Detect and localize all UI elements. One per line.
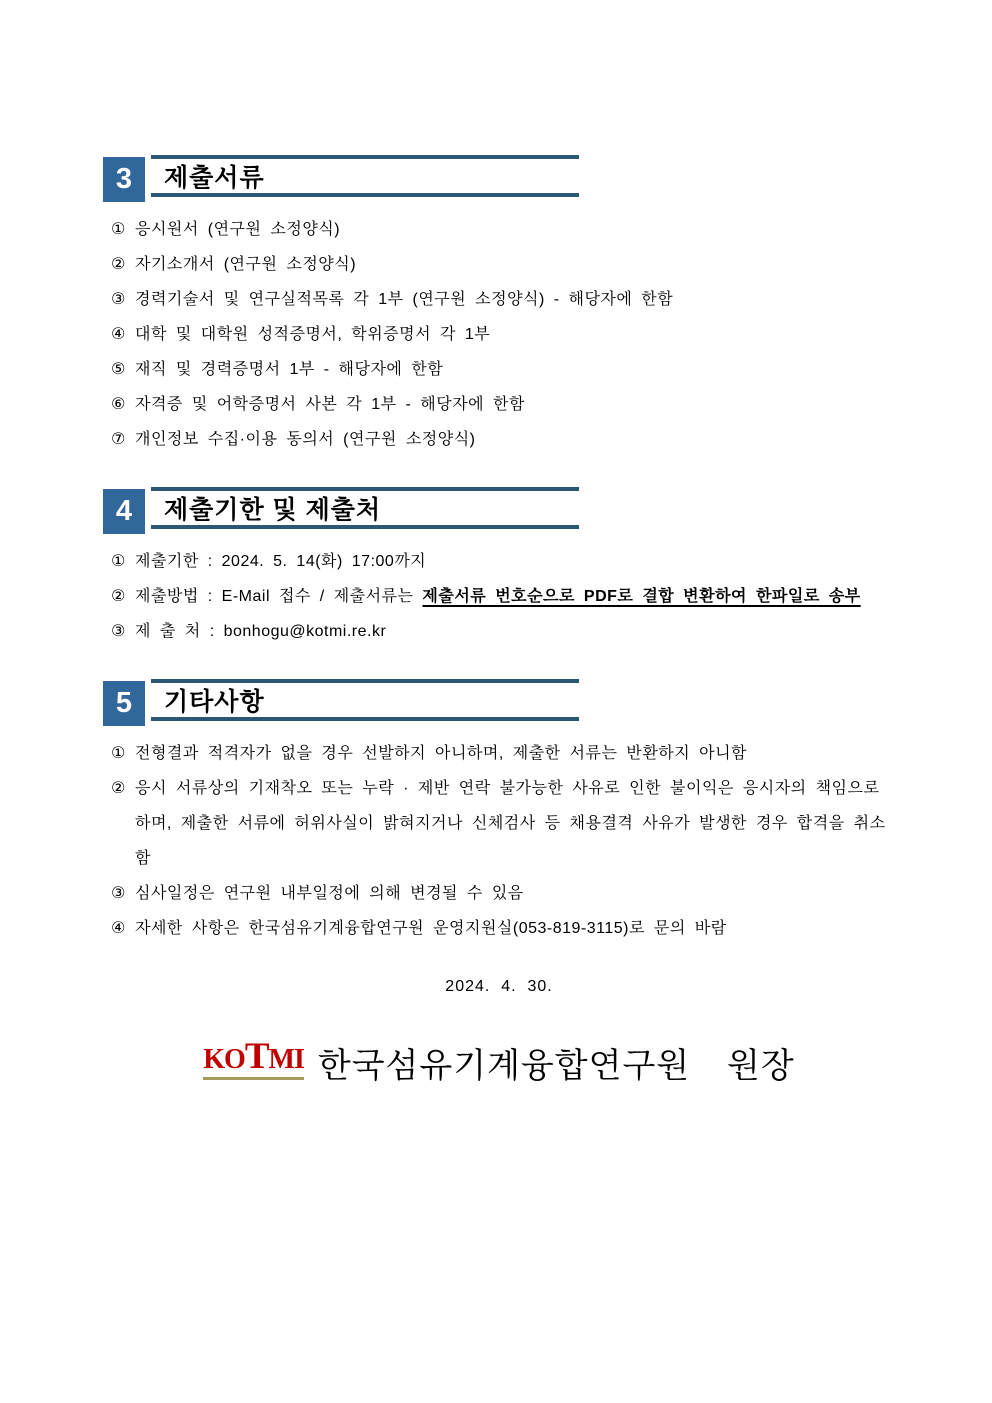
- item-marker: ⑥: [111, 396, 126, 413]
- list-item: [103, 282, 895, 317]
- item-text: 응시원서 (연구원 소정양식): [135, 221, 341, 238]
- item-marker: ③: [111, 623, 126, 640]
- kotmi-logo: KO T MI: [203, 1046, 304, 1080]
- section-5-items: [103, 736, 895, 946]
- list-item: [103, 579, 895, 614]
- list-item: [103, 736, 895, 771]
- section-title-rule: [151, 155, 579, 197]
- section-number-badge: 4: [103, 489, 145, 534]
- item-text-submission-email: 제 출 처 : bonhogu@kotmi.re.kr: [135, 623, 387, 640]
- list-item: [103, 614, 895, 649]
- item-marker: ②: [111, 256, 126, 273]
- item-text: 자기소개서 (연구원 소정양식): [135, 256, 357, 273]
- item-text: 전형결과 적격자가 없을 경우 선발하지 아니하며, 제출한 서류는 반환하지 아니함: [135, 745, 748, 762]
- section-title-rule: [151, 679, 579, 721]
- list-item: [103, 352, 895, 387]
- item-marker: ①: [111, 553, 126, 570]
- section-deadline-destination: [103, 487, 895, 649]
- section-submission-documents: [103, 155, 895, 457]
- item-marker: ③: [111, 885, 126, 902]
- list-item: [103, 387, 895, 422]
- section-3-items: [103, 212, 895, 457]
- item-text: 재직 및 경력증명서 1부 - 해당자에 한함: [135, 361, 444, 378]
- item-marker: ③: [111, 291, 126, 308]
- item-text: 자격증 및 어학증명서 사본 각 1부 - 해당자에 한함: [135, 396, 525, 413]
- item-text: 경력기술서 및 연구실적목록 각 1부 (연구원 소정양식) - 해당자에 한함: [135, 291, 674, 308]
- item-marker: ②: [111, 780, 126, 797]
- item-text-emphasized: 제출서류 번호순으로 PDF로 결합 변환하여 한파일로 송부: [422, 588, 861, 605]
- list-item: [103, 212, 895, 247]
- item-text: 대학 및 대학원 성적증명서, 학위증명서 각 1부: [135, 326, 491, 343]
- item-marker: ⑦: [111, 431, 126, 448]
- item-marker: ②: [111, 588, 126, 605]
- list-item: [103, 317, 895, 352]
- list-item: [103, 876, 895, 911]
- section-4-items: [103, 544, 895, 649]
- section-title-rule: [151, 487, 579, 529]
- section-title: 기타사항: [164, 688, 265, 716]
- kotmi-logo-left: KO: [203, 1043, 245, 1075]
- document-date: 2024. 4. 30.: [445, 978, 553, 995]
- list-item: [103, 911, 895, 946]
- list-item: [103, 247, 895, 282]
- item-marker: ④: [111, 326, 126, 343]
- item-marker: ④: [111, 920, 126, 937]
- section-title: 제출서류: [164, 164, 265, 192]
- document-content: [103, 155, 895, 1087]
- section-number-badge: 3: [103, 157, 145, 202]
- section-number-badge: 5: [103, 681, 145, 726]
- signature-text: 한국섬유기계융합연구원 원장: [317, 1047, 795, 1085]
- list-item: [103, 544, 895, 579]
- item-text: 제출기한 : 2024. 5. 14(화) 17:00까지: [135, 553, 427, 570]
- item-text: [135, 579, 895, 614]
- list-item: [103, 771, 895, 876]
- signature-row: [103, 1035, 895, 1087]
- item-marker: ①: [111, 221, 126, 238]
- section-title: 제출기한 및 제출처: [164, 496, 382, 524]
- item-text-normal: 제출방법 : E-Mail 접수 / 제출서류는: [135, 588, 423, 605]
- item-marker: ⑤: [111, 361, 126, 378]
- section-4-header: [103, 487, 895, 534]
- section-5-header: [103, 679, 895, 726]
- item-text: 심사일정은 연구원 내부일정에 의해 변경될 수 있음: [135, 885, 524, 902]
- item-text-contact-phone: 자세한 사항은 한국섬유기계융합연구원 운영지원실(053-819-3115)로 문의 바람: [135, 920, 727, 937]
- item-text: 개인정보 수집·이용 동의서 (연구원 소정양식): [135, 431, 476, 448]
- item-text: 응시 서류상의 기재착오 또는 누락 · 제반 연락 불가능한 사유로 인한 불이익은 응시자의 책임으로 하며, 제출한 서류에 허위사실이 밝혀지거나 신체검사 등 채용결격 사유가 발생한 경우 합격을 취소함: [135, 780, 889, 867]
- item-marker: ①: [111, 745, 126, 762]
- kotmi-logo-right: MI: [268, 1043, 304, 1075]
- list-item: [103, 422, 895, 457]
- section-3-header: [103, 155, 895, 202]
- section-other-matters: [103, 679, 895, 946]
